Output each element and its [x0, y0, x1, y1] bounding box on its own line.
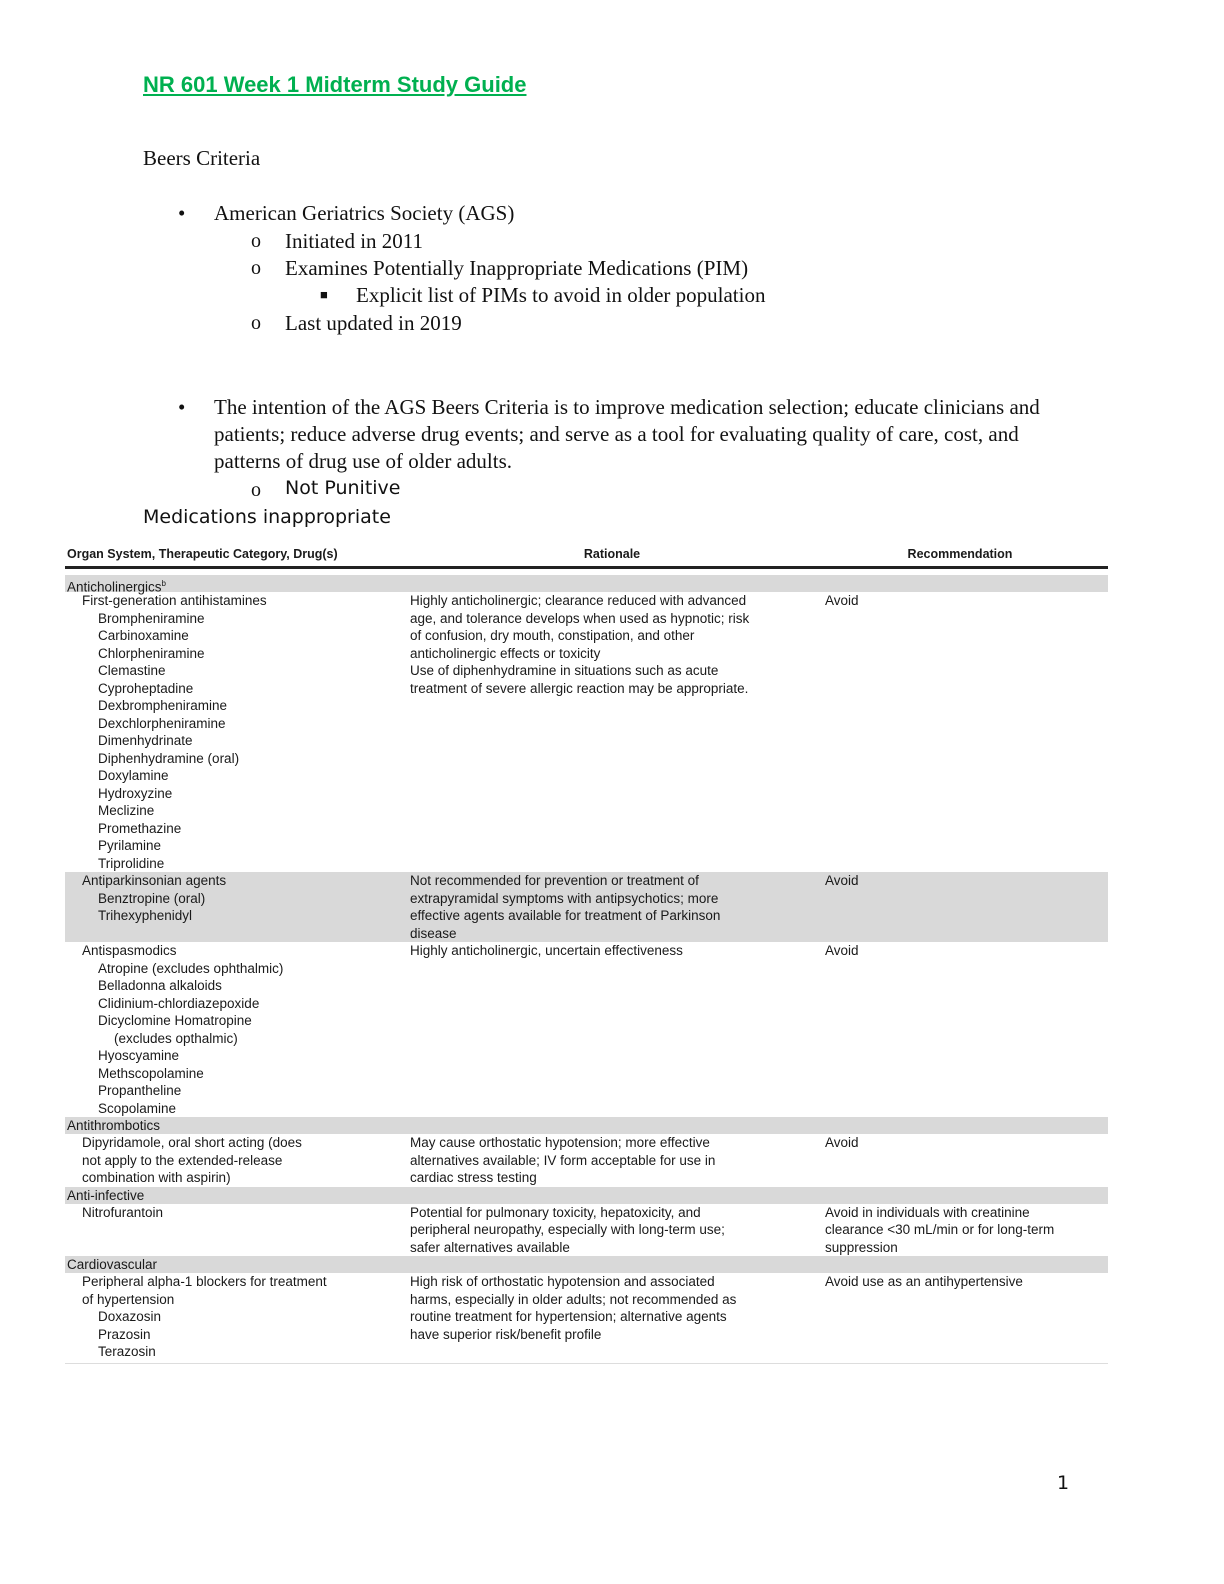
recommendation-cell: Avoid use as an antihypertensive — [825, 1274, 1023, 1289]
sub-sub-list — [320, 282, 766, 309]
rationale-cell: Potential for pulmonary toxicity, hepatoxicity, and peripheral neuropathy, especially with long-term use; safer alternatives available — [410, 1204, 725, 1255]
drug-cell — [65, 592, 410, 872]
rationale-cell: Not recommended for prevention or treatment of extrapyramidal symptoms with antipsychotics; more effective agents available for treatment of Parkinson disease — [410, 873, 721, 941]
drug-name: not apply to the extended-release — [82, 1152, 283, 1168]
bullet-text: Last updated in 2019 — [285, 311, 462, 335]
bullet-list-intention — [178, 394, 1044, 475]
list-item — [251, 255, 749, 282]
drug-name: Brompheniramine — [98, 610, 205, 626]
drug-name: Clemastine — [98, 663, 166, 678]
drug-name: Doxazosin — [98, 1309, 162, 1324]
drug-name: Scopolamine — [98, 1100, 177, 1116]
recommendation-cell: Avoid — [825, 593, 859, 608]
page-number: 1 — [1057, 1472, 1070, 1494]
recommendation-cell: Avoid — [825, 873, 859, 888]
sub-list — [251, 228, 749, 282]
drug-name: Benztropine (oral) — [98, 890, 206, 906]
drug-name: Hyoscyamine — [98, 1048, 180, 1063]
drug-cell — [65, 942, 410, 1117]
bullet-icon: • — [178, 201, 186, 225]
category-antithrombotics: Antithrombotics — [65, 1117, 1108, 1134]
drug-name: Promethazine — [98, 820, 182, 836]
drug-note: (excludes opthalmic) — [114, 1030, 238, 1046]
table-row — [65, 592, 1108, 872]
rationale-cell: High risk of orthostatic hypotension and associated harms, especially in older adults; not recommended as routine treatment for hypertension; alternative agents have superior risk/benefit profile — [410, 1274, 737, 1342]
bullet-text: American Geriatrics Society (AGS) — [214, 201, 515, 225]
bullet-text: Examines Potentially Inappropriate Medications (PIM) — [285, 256, 749, 280]
group-label: First-generation antihistamines — [82, 593, 267, 608]
table-bottom-rule — [65, 1363, 1108, 1364]
category-anticholinergics: Anticholinergics$^b$ — [65, 575, 1108, 592]
drug-name: Hydroxyzine — [98, 785, 173, 801]
sub-list — [251, 310, 462, 337]
drug-name: Trihexyphenidyl — [98, 908, 193, 923]
drug-name: Diphenhydramine (oral) — [98, 750, 240, 766]
drug-name: Pyrilamine — [98, 838, 162, 853]
circle-bullet-icon: o — [251, 230, 261, 252]
table-header — [65, 544, 1108, 569]
recommendation-cell: Avoid in individuals with creatinine clearance <30 mL/min or for long-term suppression — [825, 1204, 1055, 1255]
drug-name: Nitrofurantoin — [82, 1204, 164, 1220]
circle-bullet-icon: o — [251, 257, 261, 279]
drug-name: Propantheline — [98, 1083, 182, 1098]
header-rationale: Rationale — [583, 547, 641, 562]
group-label: Antispasmodics — [82, 943, 177, 958]
rationale-cell: Highly anticholinergic; clearance reduced with advanced age, and tolerance develops when used as hypnotic; risk of confusion, dry mouth, constipation, and other anticholinergic effects or toxicity Use of diphenhydramine in situations such as acute treatment of severe allergic reaction may be appropriate. — [410, 593, 750, 696]
bullet-text: Not Punitive — [285, 477, 401, 499]
drug-name: Methscopolamine — [98, 1065, 204, 1081]
drug-name: Meclizine — [98, 803, 155, 818]
table-row — [65, 1134, 1108, 1187]
table-row — [65, 1204, 1108, 1257]
list-item — [251, 477, 401, 501]
group-label: of hypertension — [82, 1291, 175, 1307]
category-anti-infective: Anti-infective — [65, 1187, 1108, 1204]
header-recommendation: Recommendation — [907, 547, 1013, 562]
list-item — [178, 394, 1044, 475]
square-bullet-icon: ■ — [320, 287, 328, 302]
sub-list — [251, 477, 401, 501]
drug-name: Dipyridamole, oral short acting (does — [82, 1135, 302, 1150]
drug-cell — [65, 872, 410, 942]
document-title: NR 601 Week 1 Midterm Study Guide — [143, 72, 527, 97]
list-item — [251, 310, 462, 337]
header-organ-system: Organ System, Therapeutic Category, Drug(s) — [67, 547, 338, 562]
drug-name: Dimenhydrinate — [98, 733, 193, 748]
list-item — [251, 228, 748, 255]
drug-name: Clidinium-chlordiazepoxide — [98, 995, 260, 1011]
group-label: Peripheral alpha-1 blockers for treatment — [82, 1274, 327, 1289]
table-row — [65, 942, 1108, 1117]
category-cardiovascular: Cardiovascular — [65, 1256, 1108, 1273]
drug-name: Belladonna alkaloids — [98, 978, 222, 993]
list-item — [320, 282, 766, 309]
list-item — [178, 200, 515, 227]
bullet-text: Explicit list of PIMs to avoid in older population — [356, 283, 766, 307]
table-row — [65, 872, 1108, 942]
bullet-text: The intention of the AGS Beers Criteria is to improve medication selection; educate clinicians and patients; reduce adverse drug events; and serve as a tool for evaluating quality of care, cost, and patterns of drug use of older adults. — [214, 395, 1040, 473]
circle-bullet-icon: o — [251, 312, 261, 334]
circle-bullet-icon: o — [251, 479, 261, 501]
rationale-cell: May cause orthostatic hypotension; more effective alternatives available; IV form acceptable for use in cardiac stress testing — [410, 1135, 716, 1185]
recommendation-cell: Avoid — [825, 1135, 859, 1150]
drug-name: combination with aspirin) — [82, 1170, 231, 1185]
beers-criteria-table — [65, 544, 1108, 1364]
drug-name: Prazosin — [98, 1326, 151, 1342]
drug-name: Terazosin — [98, 1344, 156, 1359]
drug-name: Dexbrompheniramine — [98, 698, 228, 713]
bullet-list-ags — [178, 200, 515, 227]
drug-cell — [65, 1273, 410, 1361]
bullet-icon: • — [178, 395, 186, 419]
bullet-text: Initiated in 2011 — [285, 229, 424, 253]
table-row — [65, 1273, 1108, 1361]
drug-name: Atropine (excludes ophthalmic) — [98, 960, 284, 976]
group-label: Antiparkinsonian agents — [82, 873, 227, 888]
drug-name: Triprolidine — [98, 855, 165, 871]
drug-name: Dexchlorpheniramine — [98, 715, 226, 731]
rationale-cell: Highly anticholinergic, uncertain effectiveness — [410, 943, 683, 958]
section-heading: Beers Criteria — [143, 146, 261, 170]
recommendation-cell: Avoid — [825, 943, 859, 958]
drug-cell — [65, 1204, 410, 1257]
medications-heading: Medications inappropriate — [143, 506, 391, 528]
drug-name: Carbinoxamine — [98, 628, 189, 643]
drug-name: Cyproheptadine — [98, 680, 194, 696]
drug-cell — [65, 1134, 410, 1187]
drug-name: Dicyclomine Homatropine — [98, 1013, 252, 1028]
drug-name: Doxylamine — [98, 768, 169, 783]
drug-name: Chlorpheniramine — [98, 645, 205, 661]
